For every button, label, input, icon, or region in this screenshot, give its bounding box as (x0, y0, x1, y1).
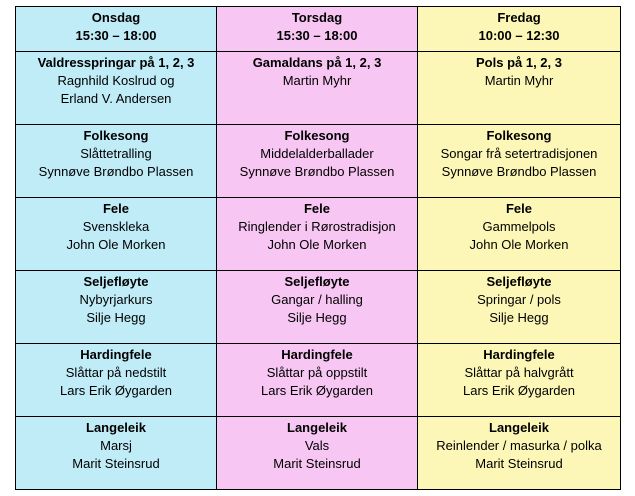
session-topic: Ringlender i Rørostradisjon (238, 219, 396, 234)
session-title: Fele (505, 201, 532, 216)
session-teacher: Synnøve Brøndbo Plassen (38, 164, 194, 179)
session-title: Seljefløyte (83, 274, 149, 289)
session-topic: Songar frå setertradisjonen (440, 146, 598, 161)
session-topic: Slåttar på oppstilt (266, 365, 368, 380)
session-topic: Marsj (100, 438, 132, 453)
session-topic: Slåttar på halvgrått (464, 365, 574, 380)
session-cell (16, 52, 217, 125)
session-cell (16, 125, 217, 198)
session-cell (16, 271, 217, 344)
session-teacher: Lars Erik Øygarden (60, 383, 172, 398)
session-cell (16, 417, 217, 490)
session-teacher: John Ole Morken (66, 237, 166, 252)
session-title: Hardingfele (80, 347, 152, 362)
session-cell (217, 344, 418, 417)
session-topic: Nybyrjarkurs (79, 292, 153, 307)
day-time: 15:30 – 18:00 (276, 28, 358, 43)
session-teacher: Silje Hegg (287, 310, 347, 325)
session-title: Seljefløyte (284, 274, 350, 289)
schedule-table (15, 6, 621, 490)
session-topic: Slåttetralling (80, 146, 152, 161)
session-title: Pols på 1, 2, 3 (476, 55, 562, 70)
schedule-row (16, 417, 621, 490)
session-cell (418, 417, 621, 490)
session-topic: Gangar / halling (271, 292, 363, 307)
session-teacher: Marit Steinsrud (273, 456, 361, 471)
session-cell (217, 125, 418, 198)
session-topic: Reinlender / masurka / polka (436, 438, 602, 453)
session-title: Folkesong (83, 128, 149, 143)
session-teacher: Marit Steinsrud (72, 456, 160, 471)
session-cell (217, 417, 418, 490)
schedule-row (16, 344, 621, 417)
session-cell (217, 271, 418, 344)
schedule-row (16, 52, 621, 125)
session-title: Fele (102, 201, 129, 216)
session-teacher: Silje Hegg (489, 310, 549, 325)
session-topic: Martin Myhr (282, 73, 352, 88)
session-title: Langeleik (287, 420, 347, 435)
session-title: Fele (303, 201, 330, 216)
session-teacher: Synnøve Brøndbo Plassen (239, 164, 395, 179)
session-teacher: John Ole Morken (267, 237, 367, 252)
session-cell (418, 198, 621, 271)
session-topic: Ragnhild Koslrud og (57, 73, 175, 88)
session-topic: Vals (304, 438, 330, 453)
session-cell (418, 271, 621, 344)
session-title: Langeleik (86, 420, 146, 435)
session-title: Hardingfele (281, 347, 353, 362)
session-topic: Middelalderballader (260, 146, 374, 161)
session-teacher: Silje Hegg (86, 310, 146, 325)
session-cell (16, 344, 217, 417)
day-name: Torsdag (291, 10, 343, 25)
schedule-row (16, 198, 621, 271)
session-title: Valdresspringar på 1, 2, 3 (37, 55, 195, 70)
day-header-friday (418, 7, 621, 52)
day-header-wednesday (16, 7, 217, 52)
session-cell (217, 198, 418, 271)
day-time: 15:30 – 18:00 (75, 28, 157, 43)
header-row (16, 7, 621, 52)
session-teacher: Marit Steinsrud (475, 456, 563, 471)
session-teacher: Lars Erik Øygarden (261, 383, 373, 398)
session-cell (16, 198, 217, 271)
day-name: Onsdag (91, 10, 141, 25)
session-title: Hardingfele (483, 347, 555, 362)
session-cell (418, 344, 621, 417)
session-title: Seljefløyte (486, 274, 552, 289)
session-cell (217, 52, 418, 125)
day-time: 10:00 – 12:30 (478, 28, 560, 43)
session-teacher: Erland V. Andersen (60, 91, 172, 106)
session-title: Folkesong (284, 128, 350, 143)
session-topic: Svenskleka (82, 219, 150, 234)
session-teacher: Lars Erik Øygarden (463, 383, 575, 398)
schedule-row (16, 271, 621, 344)
session-topic: Martin Myhr (484, 73, 554, 88)
session-cell (418, 125, 621, 198)
session-teacher: Synnøve Brøndbo Plassen (441, 164, 597, 179)
session-topic: Slåttar på nedstilt (65, 365, 167, 380)
session-topic: Gammelpols (482, 219, 556, 234)
session-teacher: John Ole Morken (469, 237, 569, 252)
session-title: Langeleik (489, 420, 549, 435)
schedule-row (16, 125, 621, 198)
day-header-thursday (217, 7, 418, 52)
session-cell (418, 52, 621, 125)
day-name: Fredag (497, 10, 541, 25)
session-title: Folkesong (486, 128, 552, 143)
session-topic: Springar / pols (477, 292, 561, 307)
session-title: Gamaldans på 1, 2, 3 (252, 55, 382, 70)
